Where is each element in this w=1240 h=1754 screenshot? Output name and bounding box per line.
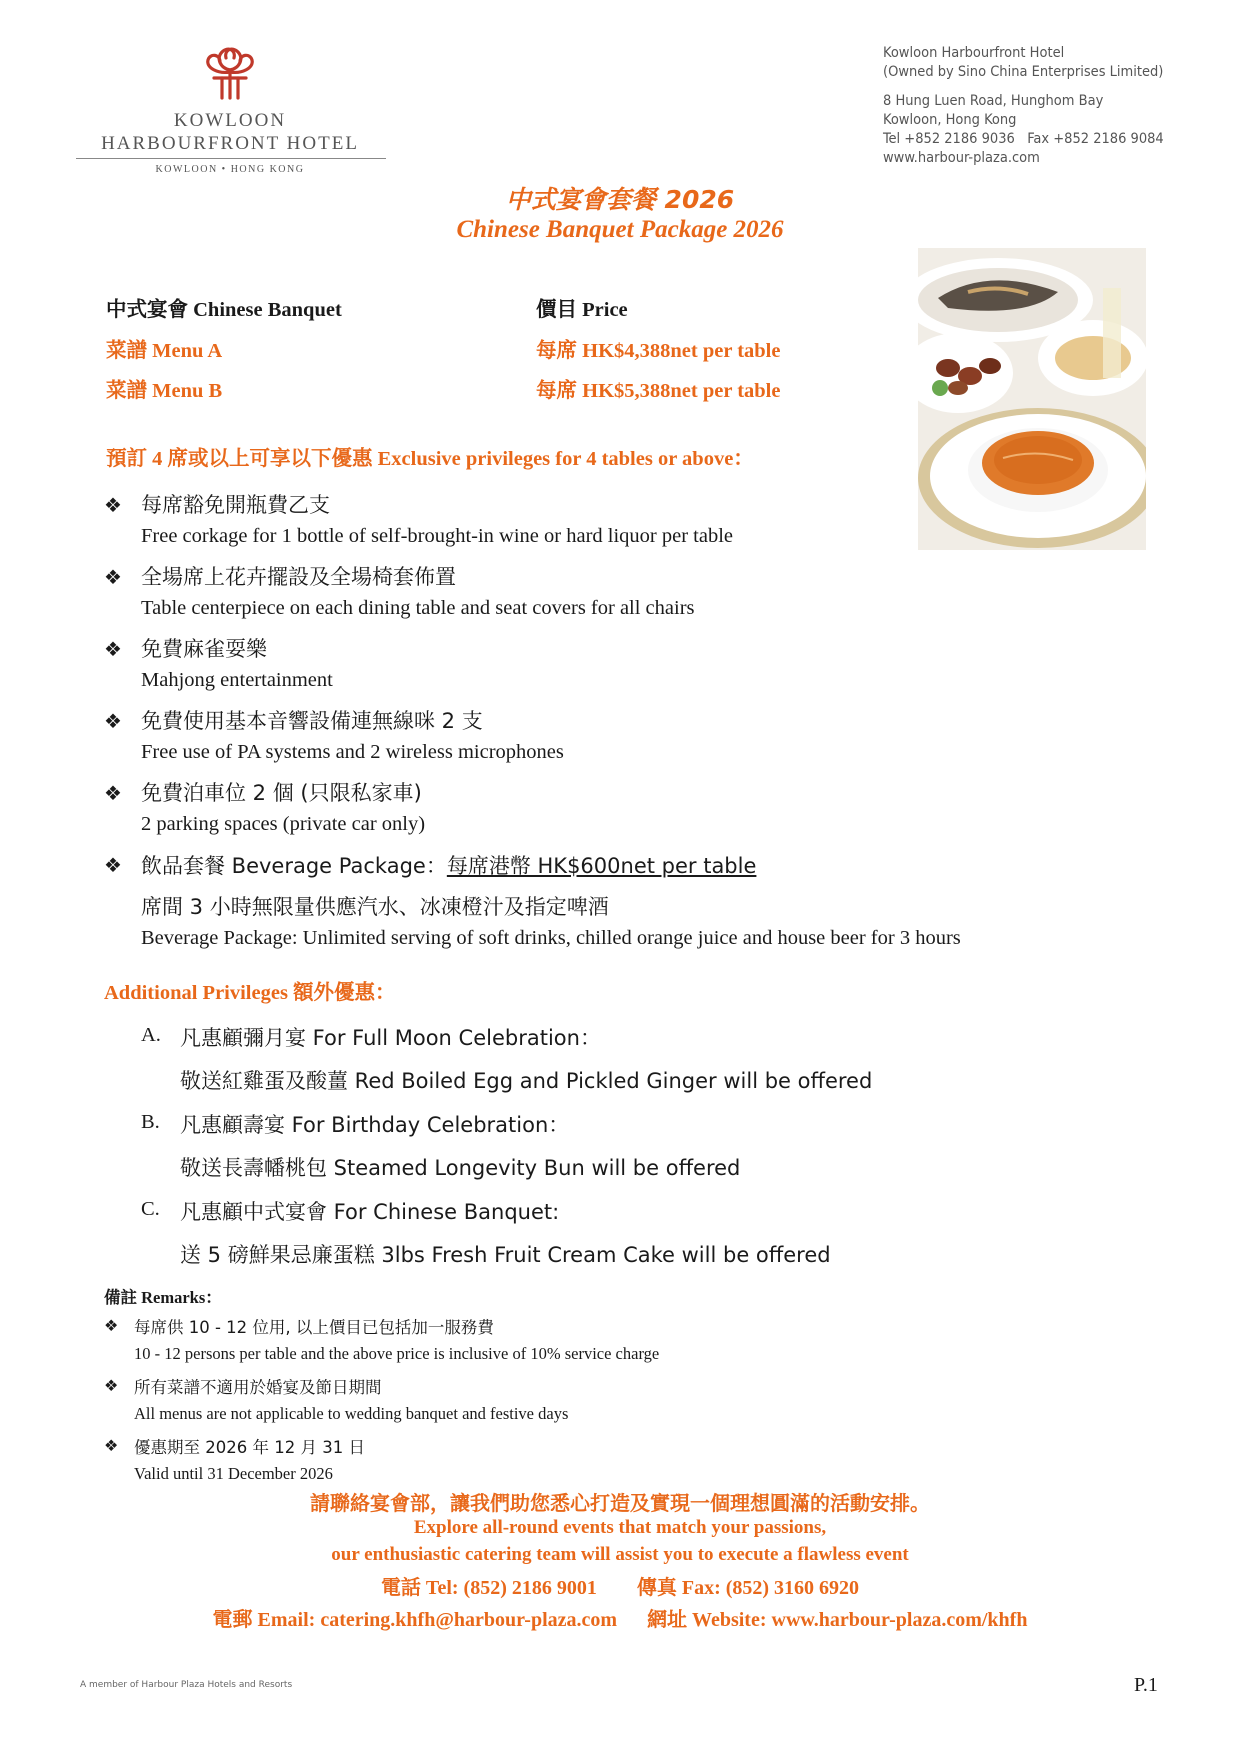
diamond-bullet-icon: ❖ (104, 783, 122, 805)
privilege-2-zh: 全場席上花卉擺設及全場椅套佈置 (141, 565, 456, 589)
contact-online (0, 1603, 1240, 1632)
page-number: P.1 (1134, 1674, 1158, 1696)
remark-1-zh: 每席供 10 - 12 位用, 以上價目已包括加一服務費 (134, 1318, 494, 1337)
menu-b-price: 每席 HK$5,388net per table (536, 380, 781, 402)
contact-email[interactable]: 電郵 Email: catering.khfh@harbour-plaza.com (212, 1609, 618, 1631)
contact-tel[interactable]: 電話 Tel: (852) 2186 9001 (380, 1577, 597, 1599)
privilege-2-en: Table centerpiece on each dining table and seat covers for all chairs (141, 597, 695, 619)
beverage-package-label: 飲品套餐 Beverage Package： (141, 854, 447, 878)
diamond-bullet-icon: ❖ (104, 567, 122, 589)
page-title-zh: 中式宴會套餐 2026 (505, 185, 735, 214)
privilege-5-en: 2 parking spaces (private car only) (141, 813, 426, 835)
member-note: A member of Harbour Plaza Hotels and Resorts (80, 1680, 293, 1690)
beverage-package-en: Beverage Package: Unlimited serving of soft drinks, chilled orange juice and house beer for 3 hours (141, 927, 961, 949)
hotel-name: Kowloon Harbourfront Hotel (883, 45, 1065, 61)
additional-a-title: 凡惠顧彌月宴 For Full Moon Celebration： (180, 1026, 601, 1050)
contact-phones (0, 1571, 1240, 1600)
diamond-bullet-icon: ❖ (104, 1378, 119, 1395)
remark-3-zh: 優惠期至 2026 年 12 月 31 日 (134, 1438, 365, 1457)
privileges-heading: 預訂 4 席或以上可享以下優惠 Exclusive privileges for 4 tables or above： (106, 448, 754, 470)
additional-privileges-heading: Additional Privileges 額外優惠： (104, 982, 396, 1004)
contact-fax[interactable]: 傳真 Fax: (852) 3160 6920 (636, 1577, 860, 1599)
remark-1-en: 10 - 12 persons per table and the above price is inclusive of 10% service charge (134, 1344, 660, 1363)
diamond-bullet-icon: ❖ (104, 1438, 119, 1455)
beverage-package-line (141, 850, 756, 880)
remarks-heading: 備註 Remarks： (104, 1288, 222, 1307)
hotel-address-line1: 8 Hung Luen Road, Hunghom Bay (883, 93, 1104, 109)
remark-2-en: All menus are not applicable to wedding banquet and festive days (134, 1404, 569, 1423)
logo-wordmark-line2: HARBOURFRONT HOTEL (101, 133, 359, 154)
hotel-owner: (Owned by Sino China Enterprises Limited) (883, 64, 1164, 80)
logo-wordmark-line1: KOWLOON (173, 110, 287, 131)
privilege-4-en: Free use of PA systems and 2 wireless microphones (141, 741, 564, 763)
menu-b-label: 菜譜 Menu B (106, 380, 223, 402)
diamond-bullet-icon: ❖ (104, 855, 122, 877)
hotel-website: www.harbour-plaza.com (883, 150, 1040, 166)
privilege-5-zh: 免費泊車位 2 個 (只限私家車) (141, 781, 422, 805)
privilege-1-zh: 每席豁免開瓶費乙支 (141, 493, 330, 517)
banquet-food-photo (918, 248, 1146, 550)
additional-c-detail: 送 5 磅鮮果忌廉蛋糕 3lbs Fresh Fruit Cream Cake will be offered (180, 1243, 831, 1267)
logo-divider (76, 158, 386, 159)
contact-invite-en-1: Explore all-round events that match your passions, (413, 1517, 827, 1538)
price-header-banquet: 中式宴會 Chinese Banquet (106, 299, 342, 321)
flower-emblem-icon (198, 40, 262, 102)
contact-invite-en-2: our enthusiastic catering team will assist you to execute a flawless event (331, 1544, 909, 1565)
contact-website[interactable]: 網址 Website: www.harbour-plaza.com/khfh (647, 1609, 1028, 1631)
hotel-address-block (883, 44, 1164, 168)
additional-a-letter: A. (141, 1024, 161, 1046)
additional-b-detail: 敬送長壽幡桃包 Steamed Longevity Bun will be offered (180, 1156, 741, 1180)
privilege-4-zh: 免費使用基本音響設備連無線咪 2 支 (141, 709, 483, 733)
additional-c-title: 凡惠顧中式宴會 For Chinese Banquet: (180, 1200, 560, 1224)
additional-a-detail: 敬送紅雞蛋及酸薑 Red Boiled Egg and Pickled Ginger will be offered (180, 1069, 873, 1093)
menu-a-label: 菜譜 Menu A (106, 340, 223, 362)
privilege-3-zh: 免費麻雀耍樂 (141, 637, 267, 661)
privilege-3-en: Mahjong entertainment (141, 669, 333, 691)
remark-3-en: Valid until 31 December 2026 (134, 1464, 333, 1483)
beverage-package-price: 每席港幣 HK$600net per table (446, 854, 757, 878)
hotel-logo (70, 40, 390, 180)
additional-b-title: 凡惠顧壽宴 For Birthday Celebration： (180, 1113, 570, 1137)
additional-c-letter: C. (141, 1198, 160, 1220)
price-header-price: 價目 Price (536, 299, 628, 321)
diamond-bullet-icon: ❖ (104, 495, 122, 517)
hotel-phone-fax: Tel +852 2186 9036 Fax +852 2186 9084 (883, 131, 1164, 147)
diamond-bullet-icon: ❖ (104, 639, 122, 661)
contact-invite-zh: 請聯絡宴會部，讓我們助您悉心打造及實現一個理想圓滿的活動安排。 (310, 1491, 930, 1515)
privilege-1-en: Free corkage for 1 bottle of self-brought-in wine or hard liquor per table (141, 525, 734, 547)
page-title-en: Chinese Banquet Package 2026 (456, 216, 784, 243)
logo-location: KOWLOON • HONG KONG (155, 164, 305, 175)
remark-2-zh: 所有菜譜不適用於婚宴及節日期間 (134, 1378, 382, 1397)
diamond-bullet-icon: ❖ (104, 1318, 119, 1335)
additional-b-letter: B. (141, 1111, 160, 1133)
diamond-bullet-icon: ❖ (104, 711, 122, 733)
menu-a-price: 每席 HK$4,388net per table (536, 340, 781, 362)
hotel-address-line2: Kowloon, Hong Kong (883, 112, 1017, 128)
beverage-package-zh: 席間 3 小時無限量供應汽水、冰凍橙汁及指定啤酒 (141, 895, 609, 919)
